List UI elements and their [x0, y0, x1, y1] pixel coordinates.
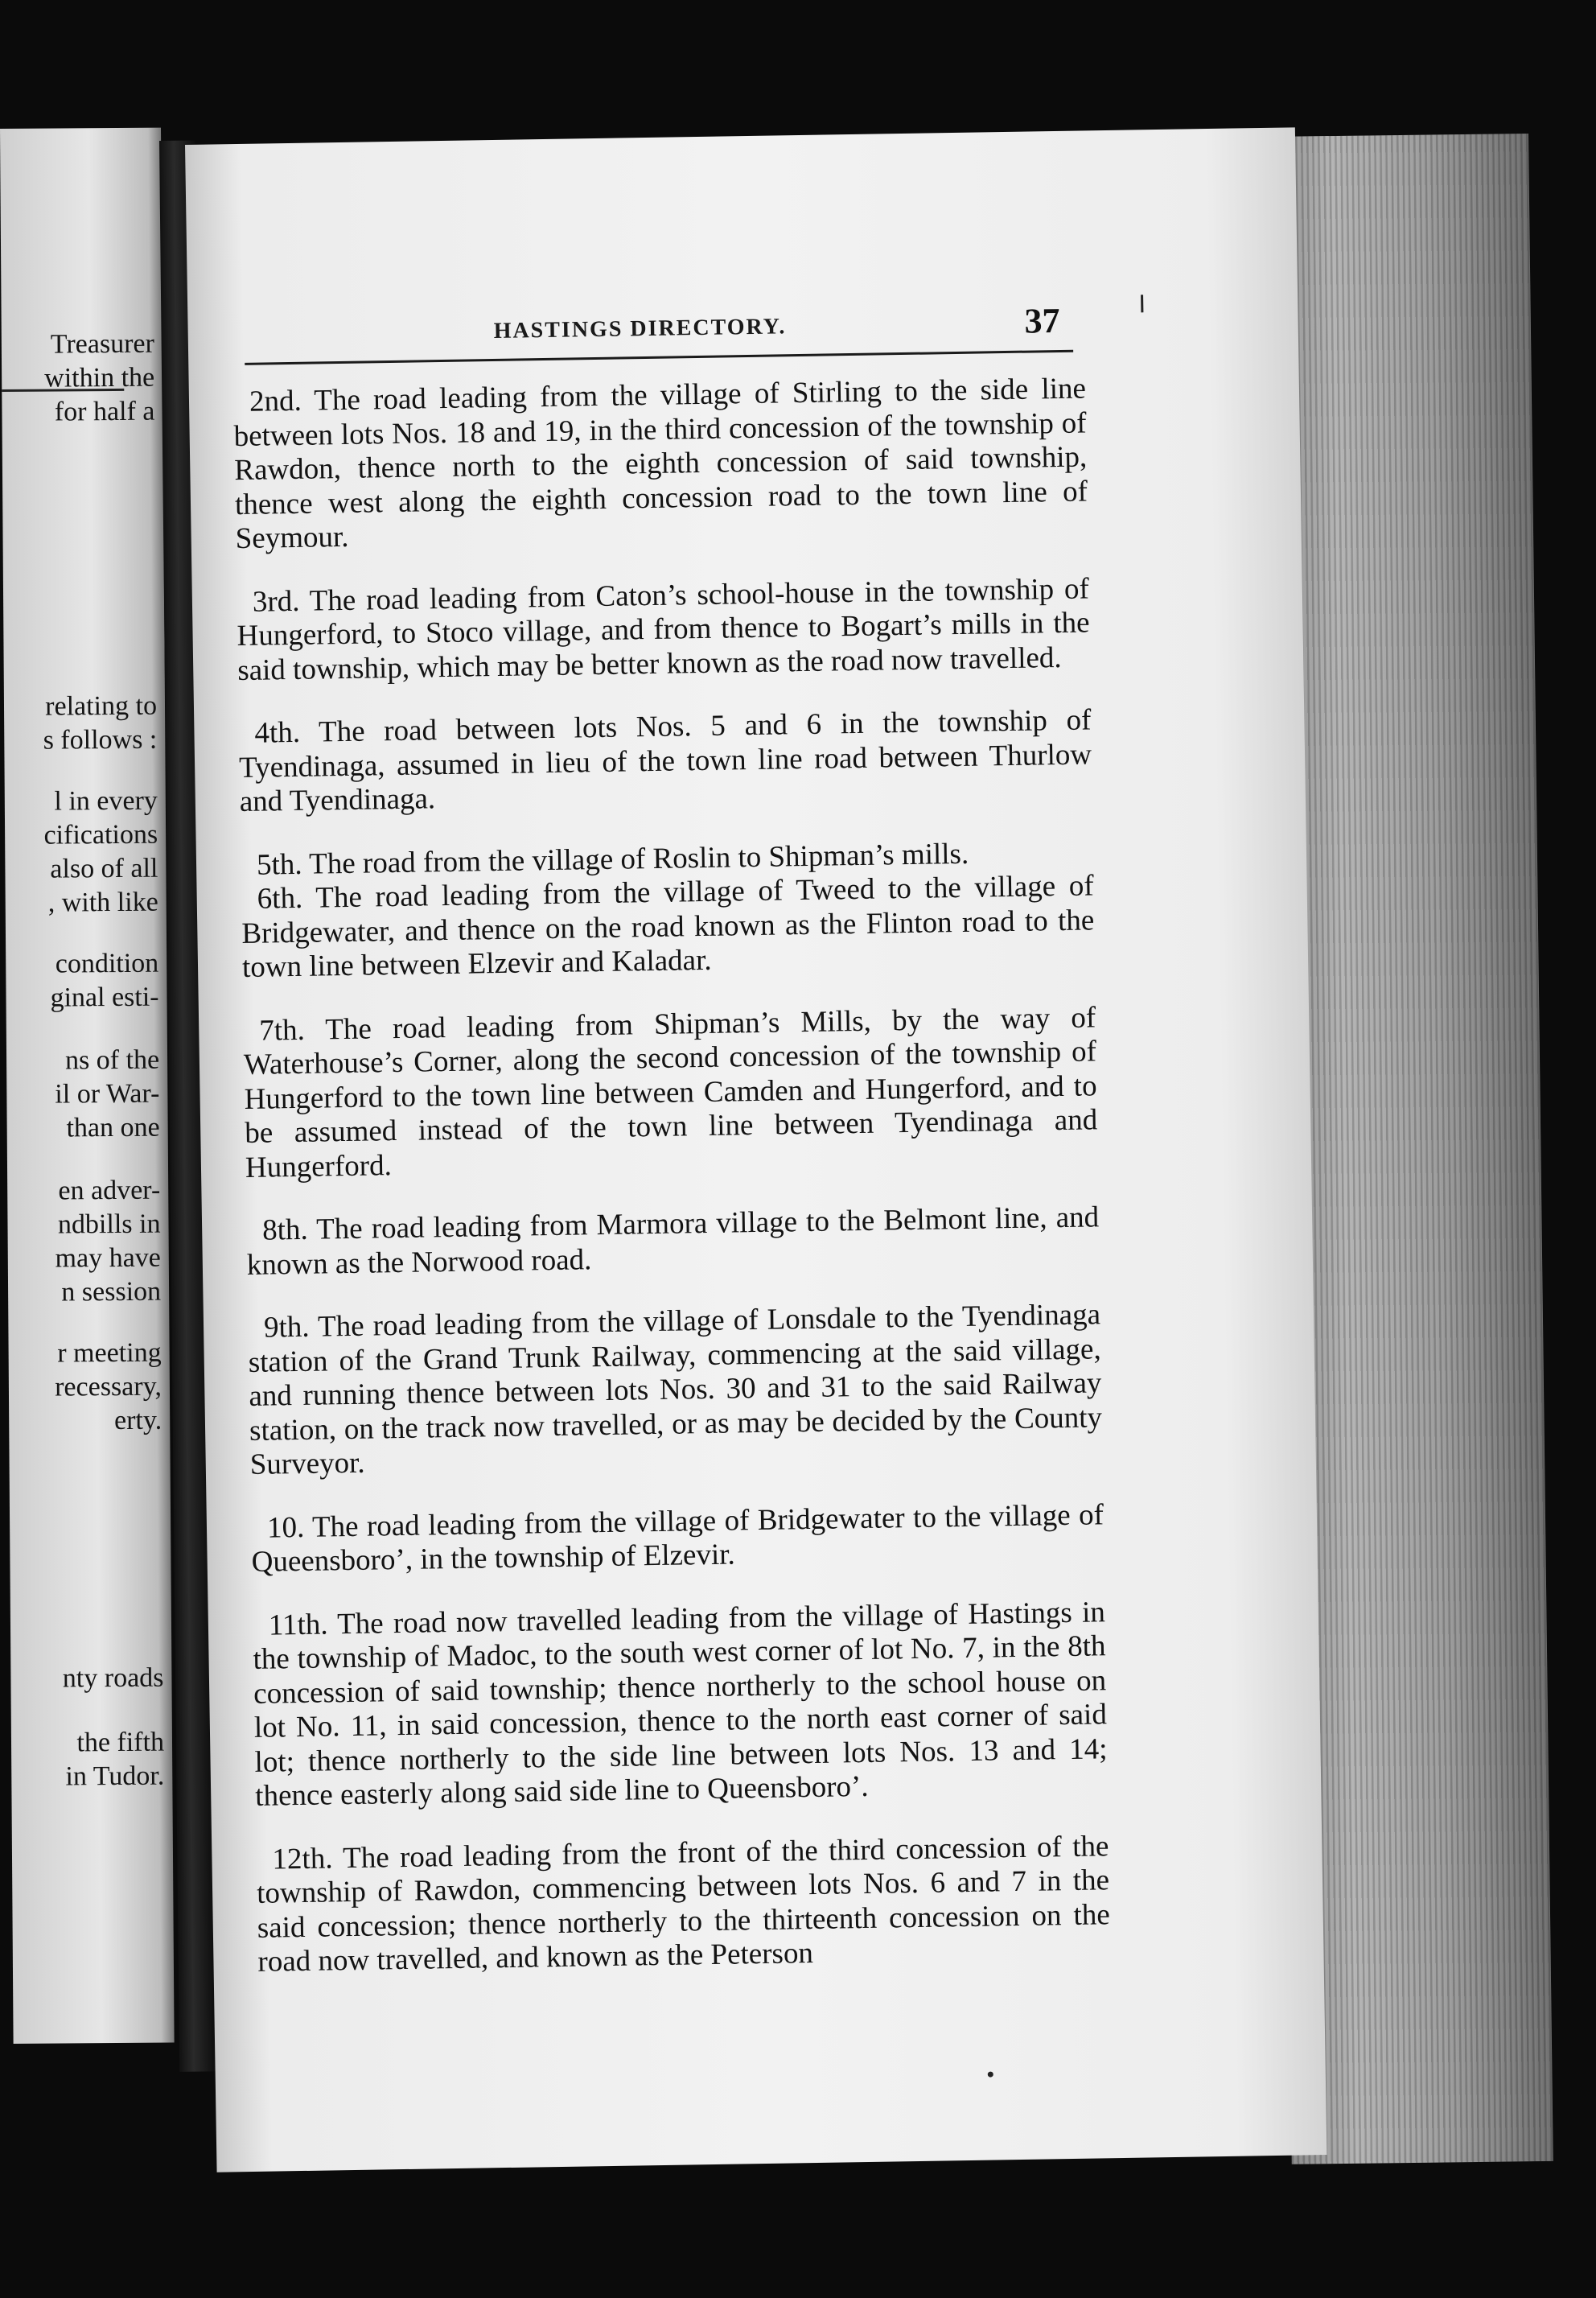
- left-page-line: for half a: [54, 396, 155, 427]
- left-page-line: erty.: [113, 1405, 162, 1436]
- paragraph: 10. The road leading from the village of Bridgewater to the village of Queensboro’, in the township of Elzevir.: [251, 1497, 1104, 1579]
- paragraph: 12th. The road leading from the front of the third concession of the township of Rawdon, commencing between lots Nos. 6 and 7 in the said concession; thence northerly to the thirteenth concession on the road now travelled, and known as the Peterson: [256, 1829, 1111, 1979]
- left-page-line: r meeting: [57, 1337, 162, 1369]
- left-page-line: cifications: [43, 819, 158, 850]
- left-page-line: en adver-: [58, 1175, 161, 1206]
- left-page-line: ns of the: [64, 1044, 160, 1076]
- left-page-line: Treasurer: [50, 328, 154, 360]
- left-page-line: in Tudor.: [65, 1761, 165, 1792]
- page-mark: [1141, 294, 1143, 312]
- paragraph: 11th. The road now travelled leading from the village of Hastings in the township of Madoc, to the south west corner of lot No. 7, in the 8th concession of said township; thence northerly to the school house on lot No. 11, in said concession, thence to the north east corner of said lot; thence northerly to the side line between lots Nos. 13 and 14; thence easterly along said side line to Queensboro’.: [253, 1595, 1108, 1813]
- left-page-line: may have: [55, 1242, 161, 1274]
- page-number: 37: [1024, 300, 1060, 341]
- left-page-line: condition: [55, 948, 159, 979]
- left-page-line: relating to: [45, 690, 158, 722]
- left-page-line: s follows :: [43, 724, 158, 756]
- paragraph: 4th. The road between lots Nos. 5 and 6 in the township of Tyendinaga, assumed in lieu of the town line road between Thurlow and Tyendinaga.: [238, 703, 1092, 819]
- page-dot: [988, 2072, 993, 2078]
- running-head: HASTINGS DIRECTORY.: [493, 314, 787, 344]
- paragraph: 9th. The road leading from the village of Lonsdale to the Tyendinaga station of the Grand Trunk Railway, commencing at the said village, and running thence between lots Nos. 30 and 31 to the said Railway station, on the track now travelled, or as may be decided by the County Surveyor.: [248, 1298, 1103, 1481]
- left-page-line: l in every: [54, 785, 158, 817]
- left-page-line: nty roads: [62, 1662, 164, 1694]
- left-page-line: il or War-: [55, 1078, 160, 1110]
- left-page-line: ndbills in: [57, 1209, 161, 1240]
- left-facing-page: [0, 128, 175, 2044]
- paragraph: 6th. The road leading from the village of Tweed to the village of Bridgewater, and thence on the road known as the Flinton road to the town line between Elzevir and Kaladar.: [241, 869, 1095, 985]
- left-page-line: the fifth: [76, 1727, 165, 1758]
- paragraph: 7th. The road leading from Shipman’s Mills, by the way of Waterhouse’s Corner, along the second concession of the township of Hungerford to the town line between Camden and Hungerford, and to be assumed instead of the town line between Tyendinaga and Hungerford.: [243, 1000, 1098, 1184]
- left-page-line: , with like: [47, 887, 158, 918]
- paragraph: 3rd. The road leading from Caton’s school-house in the township of Hungerford, to Stoco village, and from thence to Bogart’s mills in the said township, which may be better known as the road now travelled.: [237, 571, 1090, 687]
- left-page-line: recessary,: [55, 1371, 162, 1402]
- left-page-line: n session: [61, 1276, 162, 1308]
- left-page-line: than one: [66, 1112, 160, 1143]
- paragraph: 2nd. The road leading from the village of Stirling to the side line between lots Nos. 18 and 19, in the third concession of the township of Rawdon, thence north to the eighth concession of said township, thence west along the eighth concession road to the town line of Seymour.: [233, 372, 1088, 556]
- left-page-text: [0, 128, 165, 1792]
- left-page-line: also of all: [50, 853, 158, 884]
- page-body: [233, 372, 1112, 2008]
- paragraph: 5th. The road from the village of Roslin to Shipman’s mills.: [256, 837, 969, 882]
- paragraph: 8th. The road leading from Marmora village to the Belmont line, and known as the Norwood road.: [246, 1200, 1100, 1282]
- header-rule: [245, 350, 1073, 365]
- left-page-line: within the: [44, 362, 155, 393]
- left-page-line: ginal esti-: [50, 982, 159, 1013]
- main-page: [185, 127, 1327, 2172]
